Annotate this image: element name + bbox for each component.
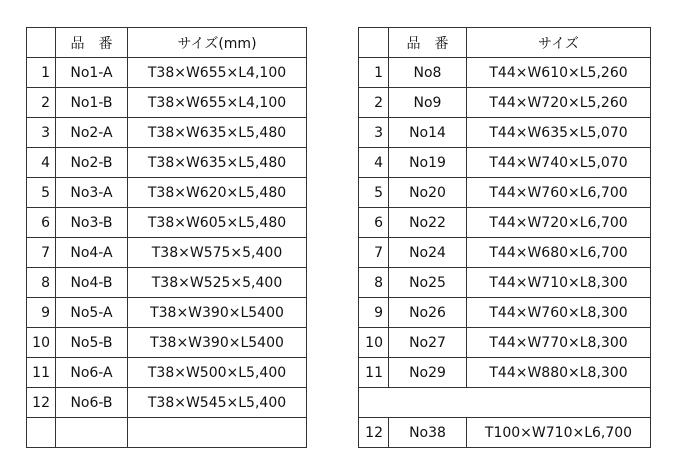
row-number: 8 [359,268,389,298]
table-row [359,118,651,148]
size-value: T44×W710×L8,300 [467,268,651,298]
table-header-row [359,28,651,58]
size-value [128,418,307,448]
table-row [27,268,307,298]
size-value: T38×W390×L5400 [128,328,307,358]
row-number: 2 [27,88,56,118]
table-row [27,238,307,268]
product-code: No5-B [56,328,128,358]
product-code: No6-A [56,358,128,388]
table-row [359,58,651,88]
row-number: 11 [359,358,389,388]
row-number: 6 [27,208,56,238]
right-size-table [358,27,651,448]
table-row [27,208,307,238]
product-code: No38 [389,418,467,448]
size-value: T38×W500×L5,400 [128,358,307,388]
product-code: No1-B [56,88,128,118]
left-size-table [26,27,307,448]
row-number: 6 [359,208,389,238]
size-value: T44×W760×L8,300 [467,298,651,328]
size-value: T100×W710×L6,700 [467,418,651,448]
table-row [27,358,307,388]
size-value: T44×W610×L5,260 [467,58,651,88]
size-value: T44×W635×L5,070 [467,118,651,148]
product-code: No3-A [56,178,128,208]
table-row [27,148,307,178]
size-value: T38×W575×5,400 [128,238,307,268]
size-value: T44×W760×L6,700 [467,178,651,208]
product-code: No22 [389,208,467,238]
size-value: T44×W720×L6,700 [467,208,651,238]
empty-cell [359,388,651,418]
size-value: T44×W880×L8,300 [467,358,651,388]
table-row [359,418,651,448]
product-code: No26 [389,298,467,328]
size-value: T44×W720×L5,260 [467,88,651,118]
size-value: T38×W635×L5,480 [128,118,307,148]
table-row [359,238,651,268]
table-spacer-row [359,388,651,418]
product-code: No3-B [56,208,128,238]
product-code [56,418,128,448]
row-number: 4 [27,148,56,178]
size-value: T38×W390×L5400 [128,298,307,328]
size-value: T38×W525×5,400 [128,268,307,298]
size-value: T38×W545×L5,400 [128,388,307,418]
table-row [359,358,651,388]
product-code: No20 [389,178,467,208]
row-number: 4 [359,148,389,178]
product-code: No5-A [56,298,128,328]
size-value: T38×W655×L4,100 [128,88,307,118]
row-number: 8 [27,268,56,298]
product-code: No4-A [56,238,128,268]
table-row [27,118,307,148]
row-number: 1 [27,58,56,88]
product-code: No14 [389,118,467,148]
row-number: 10 [27,328,56,358]
product-code: No2-B [56,148,128,178]
size-value: T38×W605×L5,480 [128,208,307,238]
table-row [27,88,307,118]
product-code: No2-A [56,118,128,148]
size-value: T44×W770×L8,300 [467,328,651,358]
product-code: No6-B [56,388,128,418]
table-row [27,418,307,448]
row-number: 3 [27,118,56,148]
row-number: 9 [359,298,389,328]
table-row [359,148,651,178]
row-number: 3 [359,118,389,148]
header-product-code: 品 番 [389,28,467,58]
table-row [27,328,307,358]
table-row [27,388,307,418]
row-number: 12 [27,388,56,418]
row-number: 7 [27,238,56,268]
row-number: 9 [27,298,56,328]
size-value: T44×W680×L6,700 [467,238,651,268]
table-row [359,268,651,298]
table-row [359,328,651,358]
table-row [359,88,651,118]
table-row [359,208,651,238]
row-number: 11 [27,358,56,388]
table-header-row [27,28,307,58]
row-number: 7 [359,238,389,268]
row-number: 12 [359,418,389,448]
table-row [359,298,651,328]
table-row [27,298,307,328]
row-number: 2 [359,88,389,118]
header-size: サイズ [467,28,651,58]
size-value: T38×W635×L5,480 [128,148,307,178]
product-code: No19 [389,148,467,178]
table-row [359,178,651,208]
product-code: No8 [389,58,467,88]
row-number: 5 [27,178,56,208]
product-code: No24 [389,238,467,268]
size-value: T38×W620×L5,480 [128,178,307,208]
product-code: No1-A [56,58,128,88]
header-number [359,28,389,58]
header-size: サイズ(mm) [128,28,307,58]
product-code: No9 [389,88,467,118]
row-number [27,418,56,448]
table-row [27,178,307,208]
product-code: No27 [389,328,467,358]
table-row [27,58,307,88]
size-value: T38×W655×L4,100 [128,58,307,88]
header-number [27,28,56,58]
row-number: 1 [359,58,389,88]
product-code: No29 [389,358,467,388]
header-product-code: 品 番 [56,28,128,58]
row-number: 10 [359,328,389,358]
product-code: No25 [389,268,467,298]
product-code: No4-B [56,268,128,298]
size-value: T44×W740×L5,070 [467,148,651,178]
row-number: 5 [359,178,389,208]
